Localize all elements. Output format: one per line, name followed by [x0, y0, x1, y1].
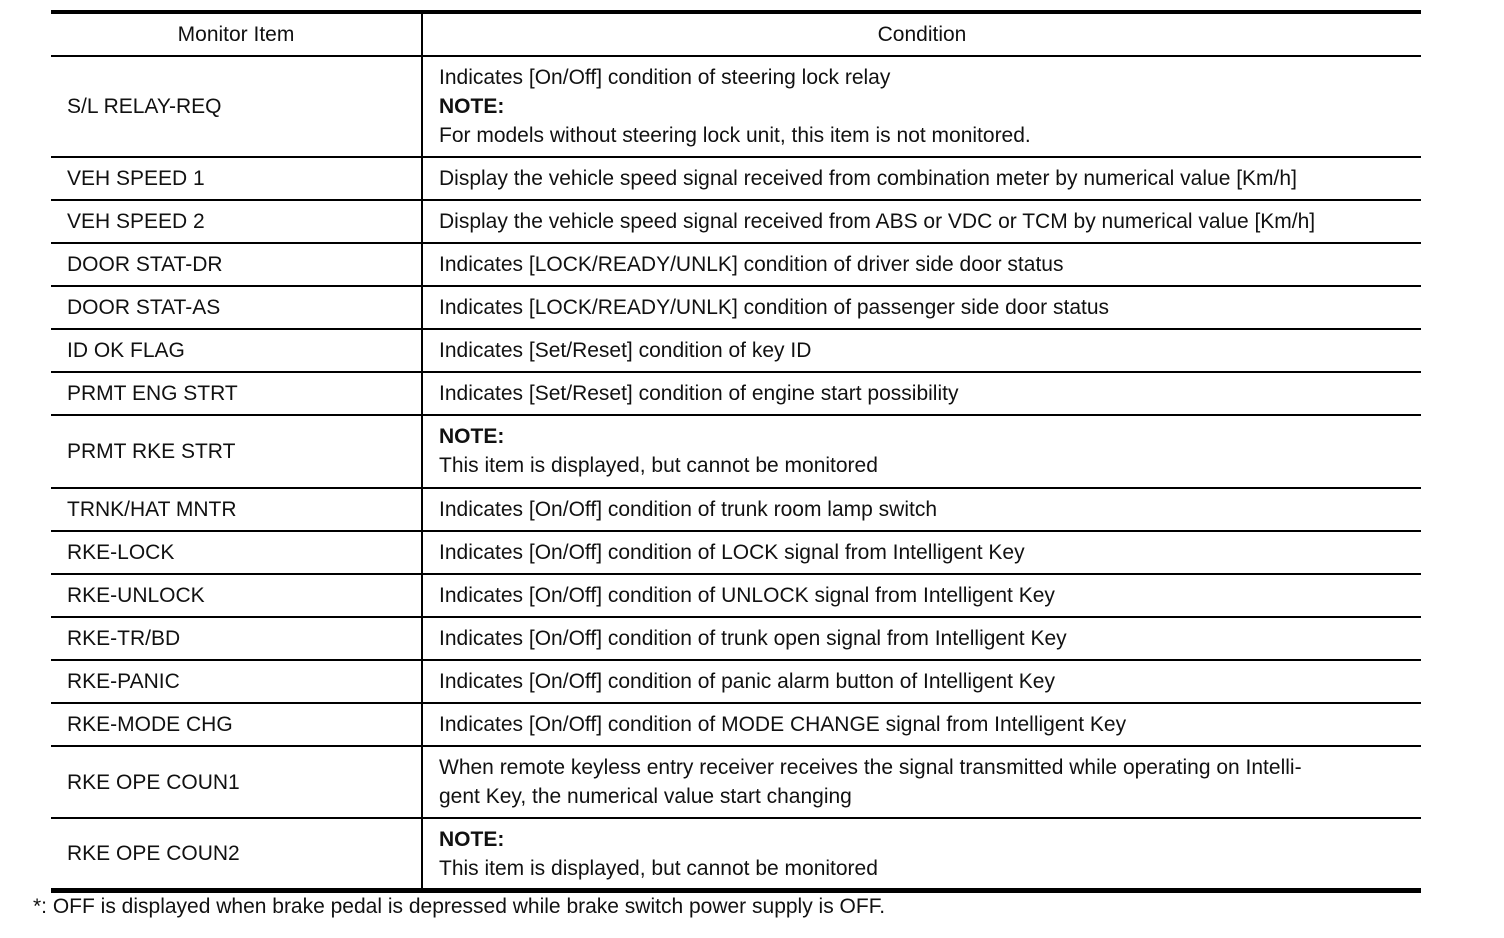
footnote: *: OFF is displayed when brake pedal is depressed while brake switch power supply is OFF. [33, 895, 886, 918]
monitor-item-cell: RKE-MODE CHG [51, 703, 422, 746]
note-label: NOTE: [439, 95, 505, 118]
table-row [51, 329, 1421, 372]
monitor-table-container [51, 10, 1421, 893]
note-label: NOTE: [439, 425, 505, 448]
monitor-item-table [51, 10, 1421, 893]
condition-text: Indicates [On/Off] condition of trunk room lamp switch [439, 498, 938, 521]
header-monitor-item: Monitor Item [51, 12, 422, 56]
header-condition: Condition [422, 12, 1421, 56]
note-text: This item is displayed, but cannot be monitored [439, 454, 878, 477]
condition-cell [422, 531, 1421, 574]
note-text: This item is displayed, but cannot be monitored [439, 857, 878, 880]
monitor-item-cell: RKE-PANIC [51, 660, 422, 703]
condition-text: Indicates [LOCK/READY/UNLK] condition of driver side door status [439, 253, 1064, 276]
condition-cell [422, 243, 1421, 286]
monitor-item-cell: RKE OPE COUN2 [51, 818, 422, 891]
table-row [51, 574, 1421, 617]
monitor-item-cell: S/L RELAY-REQ [51, 56, 422, 157]
condition-text: Indicates [On/Off] condition of trunk open signal from Intelligent Key [439, 627, 1067, 650]
condition-text: When remote keyless entry receiver receives the signal transmitted while operating on Intelli- [439, 756, 1302, 779]
table-row [51, 243, 1421, 286]
monitor-item-cell: RKE-TR/BD [51, 617, 422, 660]
table-row [51, 818, 1421, 891]
condition-cell [422, 286, 1421, 329]
condition-cell [422, 818, 1421, 891]
condition-text: Indicates [On/Off] condition of LOCK signal from Intelligent Key [439, 541, 1025, 564]
monitor-item-cell: PRMT ENG STRT [51, 372, 422, 415]
condition-text: gent Key, the numerical value start changing [439, 785, 852, 808]
table-row [51, 531, 1421, 574]
condition-cell [422, 660, 1421, 703]
monitor-item-cell: TRNK/HAT MNTR [51, 488, 422, 531]
monitor-item-cell: PRMT RKE STRT [51, 415, 422, 488]
condition-text: Indicates [On/Off] condition of MODE CHANGE signal from Intelligent Key [439, 713, 1127, 736]
monitor-item-cell: VEH SPEED 1 [51, 157, 422, 200]
condition-cell [422, 329, 1421, 372]
condition-text: Display the vehicle speed signal received from ABS or VDC or TCM by numerical value [Km/h] [439, 210, 1316, 233]
monitor-item-cell: ID OK FLAG [51, 329, 422, 372]
table-row [51, 415, 1421, 488]
table-row [51, 746, 1421, 818]
condition-cell [422, 488, 1421, 531]
monitor-item-cell: RKE OPE COUN1 [51, 746, 422, 818]
note-text: For models without steering lock unit, this item is not monitored. [439, 124, 1031, 147]
condition-cell [422, 56, 1421, 157]
table-header-row [51, 12, 1421, 56]
condition-text: Indicates [On/Off] condition of UNLOCK signal from Intelligent Key [439, 584, 1055, 607]
table-row [51, 488, 1421, 531]
table-row [51, 617, 1421, 660]
table-row [51, 372, 1421, 415]
condition-cell [422, 746, 1421, 818]
condition-cell [422, 415, 1421, 488]
monitor-item-cell: VEH SPEED 2 [51, 200, 422, 243]
condition-cell [422, 372, 1421, 415]
table-body [51, 56, 1421, 891]
table-row [51, 660, 1421, 703]
condition-text: Indicates [Set/Reset] condition of engine start possibility [439, 382, 959, 405]
table-row [51, 56, 1421, 157]
condition-text: Display the vehicle speed signal received from combination meter by numerical value [Km/h] [439, 167, 1297, 190]
condition-cell [422, 703, 1421, 746]
table-row [51, 157, 1421, 200]
monitor-item-cell: RKE-UNLOCK [51, 574, 422, 617]
condition-cell [422, 617, 1421, 660]
condition-text: Indicates [Set/Reset] condition of key ID [439, 339, 812, 362]
monitor-item-cell: DOOR STAT-DR [51, 243, 422, 286]
table-row [51, 286, 1421, 329]
condition-text: Indicates [On/Off] condition of panic alarm button of Intelligent Key [439, 670, 1055, 693]
condition-cell [422, 200, 1421, 243]
note-label: NOTE: [439, 828, 505, 851]
monitor-item-cell: DOOR STAT-AS [51, 286, 422, 329]
condition-cell [422, 157, 1421, 200]
table-row [51, 703, 1421, 746]
condition-text: Indicates [On/Off] condition of steering lock relay [439, 66, 891, 89]
condition-cell [422, 574, 1421, 617]
condition-text: Indicates [LOCK/READY/UNLK] condition of passenger side door status [439, 296, 1110, 319]
monitor-item-cell: RKE-LOCK [51, 531, 422, 574]
table-row [51, 200, 1421, 243]
